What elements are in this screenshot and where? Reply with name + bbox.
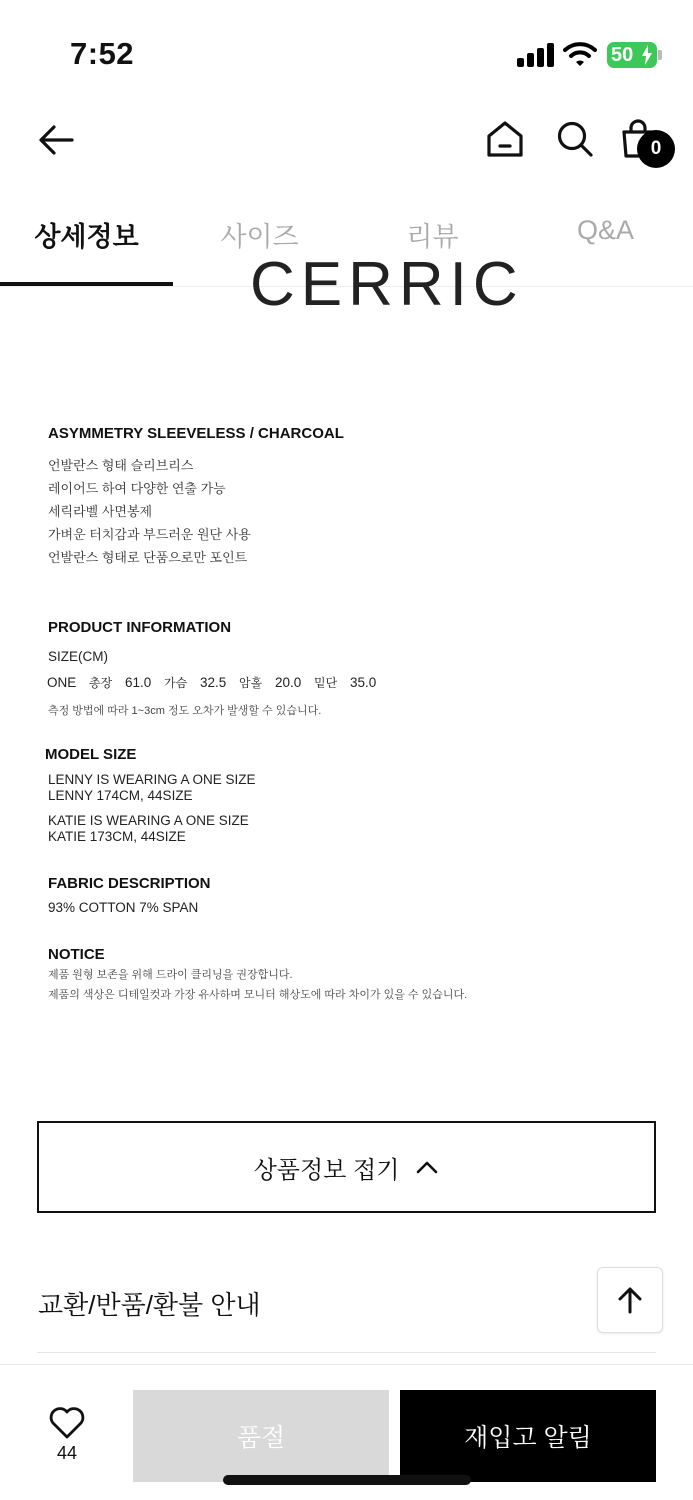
description-line: 세릭라벨 사면봉제 (48, 504, 153, 519)
divider (37, 1352, 656, 1353)
charging-bolt-icon (642, 45, 652, 65)
fabric-description (48, 875, 668, 916)
like-count: 44 (56, 1443, 78, 1463)
restock-alert-button[interactable]: 재입고 알림 (400, 1390, 656, 1482)
model-info-line: KATIE 173CM, 44SIZE (48, 829, 186, 844)
fabric-title: FABRIC DESCRIPTION (48, 875, 211, 892)
description-line: 레이어드 하여 다양한 연출 가능 (48, 481, 226, 496)
product-description (48, 425, 668, 569)
brand-logo-image: CERRIC (250, 250, 524, 319)
description-line: 언발란스 형태로 단품으로만 포인트 (48, 550, 248, 565)
model-info-line: LENNY 174CM, 44SIZE (48, 788, 193, 803)
size-unit: SIZE(CM) (48, 649, 108, 664)
chevron-up-icon (415, 1159, 439, 1175)
battery-level: 50 (611, 44, 634, 66)
description-line: 언발란스 형태 슬리브리스 (48, 458, 194, 473)
tab-size[interactable]: 사이즈 (220, 222, 299, 252)
product-information (48, 619, 668, 721)
fabric-value: 93% COTTON 7% SPAN (48, 900, 199, 915)
collapse-product-info-button[interactable] (37, 1121, 656, 1213)
notice-title: NOTICE (48, 946, 105, 963)
search-icon (555, 119, 595, 159)
product-title: ASYMMETRY SLEEVELESS / CHARCOAL (48, 425, 344, 442)
collapse-label: 상품정보 접기 (253, 1156, 400, 1184)
scroll-top-button[interactable] (597, 1267, 663, 1333)
model-size (45, 746, 665, 845)
tab-review[interactable]: 리뷰 (406, 222, 459, 252)
active-tab-indicator (0, 282, 173, 286)
description-line: 가벼운 터치감과 부드러운 원단 사용 (48, 527, 251, 542)
heart-icon (49, 1407, 85, 1439)
tab-details[interactable]: 상세정보 (34, 222, 139, 252)
battery-indicator (607, 42, 657, 68)
signal-icon (517, 43, 555, 67)
back-button[interactable] (34, 118, 78, 162)
tab-qna[interactable]: Q&A (576, 215, 635, 245)
home-button[interactable] (484, 118, 526, 160)
model-info-line: LENNY IS WEARING A ONE SIZE (48, 772, 256, 787)
soldout-button[interactable]: 품절 (133, 1390, 389, 1482)
return-info-link[interactable]: 교환/반품/환불 안내 (38, 1290, 261, 1320)
status-bar (0, 0, 693, 100)
notice-line: 제품 원형 보존을 위해 드라이 클리닝을 권장합니다. (48, 969, 293, 981)
search-button[interactable] (554, 118, 596, 160)
model-info-line: KATIE IS WEARING A ONE SIZE (48, 813, 249, 828)
notice-section (48, 946, 668, 1005)
model-size-title: MODEL SIZE (45, 746, 137, 763)
measurement-note: 측정 방법에 따라 1~3cm 정도 오차가 발생할 수 있습니다. (48, 705, 322, 717)
wifi-icon (563, 41, 597, 67)
notice-line: 제품의 색상은 디테일컷과 가장 유사하며 모니터 해상도에 따라 차이가 있을 수 있습니다. (48, 989, 468, 1001)
product-info-title: PRODUCT INFORMATION (48, 619, 232, 636)
status-time: 7:52 (70, 36, 135, 71)
size-measurements: ONE 총장 61.0 가슴 32.5 암홀 20.0 밑단 35.0 (47, 675, 377, 690)
home-icon (485, 119, 525, 159)
cart-count-badge: 0 (637, 130, 675, 168)
arrow-up-icon (615, 1285, 645, 1315)
home-indicator (223, 1475, 471, 1485)
arrow-left-icon (36, 120, 76, 160)
app-header (0, 100, 693, 180)
like-button[interactable] (36, 1407, 98, 1477)
